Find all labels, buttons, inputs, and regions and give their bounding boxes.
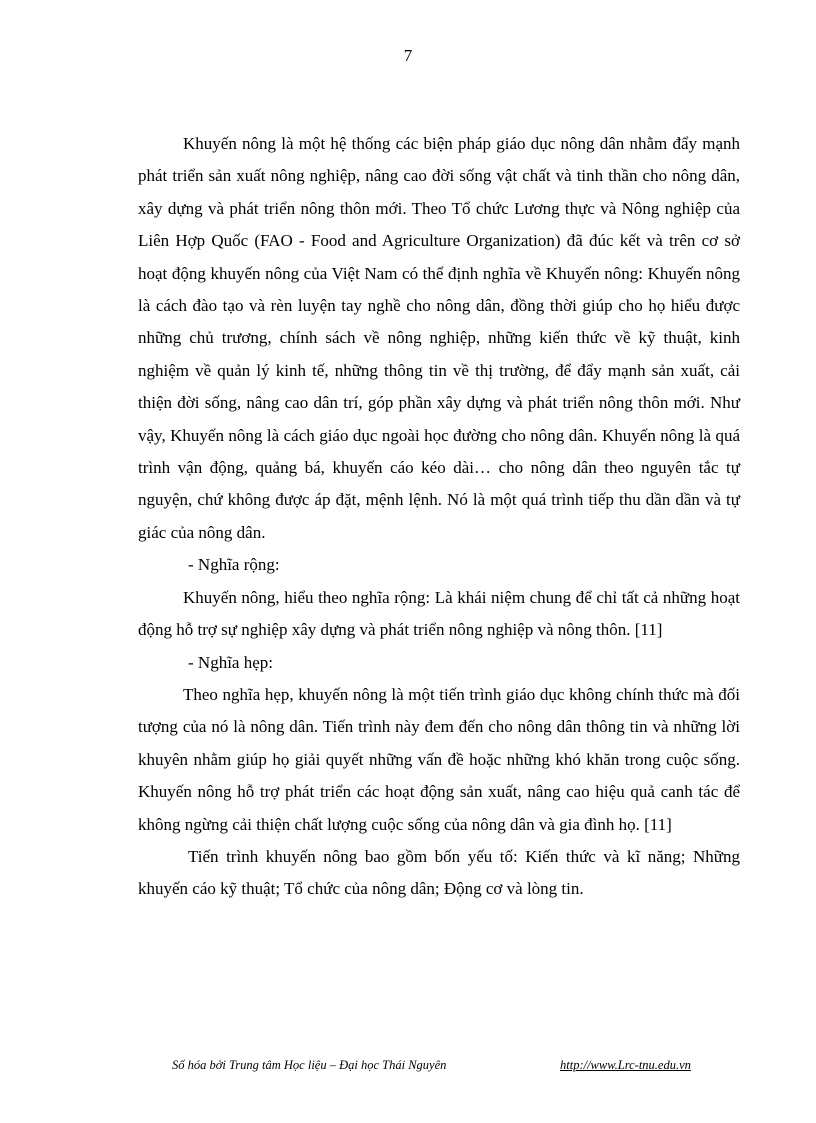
page-number: 7 bbox=[403, 46, 413, 65]
intro-paragraph: Khuyến nông là một hệ thống các biện pháp giáo dục nông dân nhằm đẩy mạnh phát triển sản xuất nông nghiệp, nâng cao đời sống vật chất và tinh thần cho nông dân, xây dựng và phát triển nông thôn mới. Theo Tổ chức Lương thực và Nông nghiệp của Liên Hợp Quốc (FAO - Food and Agriculture Organization) đã đúc kết và trên cơ sở hoạt động khuyến nông của Việt Nam có thể định nghĩa về Khuyến nông: Khuyến nông là cách đào tạo và rèn luyện tay nghề cho nông dân, đồng thời giúp cho họ hiểu được những chủ trương, chính sách về nông nghiệp, những kiến thức về kỹ thuật, kinh nghiệm về quản lý kinh tế, những thông tin về thị trường, để đẩy mạnh sản xuất, cải thiện đời sống, nâng cao dân trí, góp phần xây dựng và phát triển nông thôn mới. Như vậy, Khuyến nông là cách giáo dục ngoài học đường cho nông dân. Khuyến nông là quá trình vận động, quảng bá, khuyến cáo kéo dài… cho nông dân theo nguyên tắc tự nguyện, chứ không được áp đặt, mệnh lệnh. Nó là một quá trình tiếp thu dần dần và tự giác của nông dân. bbox=[138, 134, 740, 542]
footer-link[interactable]: http://www.Lrc-tnu.edu.vn bbox=[560, 1058, 691, 1072]
broad-meaning-paragraph: Khuyến nông, hiểu theo nghĩa rộng: Là khái niệm chung để chỉ tất cả những hoạt động hỗ trợ sự nghiệp xây dựng và phát triển nông nghiệp và nông thôn. [11] bbox=[138, 587, 740, 640]
footer-credit: Số hóa bởi Trung tâm Học liệu – Đại học Thái Nguyên bbox=[172, 1058, 447, 1072]
narrow-meaning-paragraph: Theo nghĩa hẹp, khuyến nông là một tiến trình giáo dục không chính thức mà đối tượng của nó là nông dân. Tiến trình này đem đến cho nông dân thông tin và những lời khuyên nhằm giúp họ giải quyết những vấn đề hoặc những khó khăn trong cuộc sống. Khuyến nông hỗ trợ phát triển các hoạt động sản xuất, nâng cao hiệu quả canh tác để không ngừng cải thiện chất lượng cuộc sống của nông dân và gia đình họ. [11] bbox=[138, 684, 740, 834]
document-body bbox=[138, 128, 740, 906]
process-paragraph: Tiến trình khuyến nông bao gồm bốn yếu tố: Kiến thức và kĩ năng; Những khuyến cáo kỹ thuật; Tổ chức của nông dân; Động cơ và lòng tin. bbox=[138, 846, 740, 899]
narrow-meaning-label: - Nghĩa hẹp: bbox=[188, 652, 273, 672]
broad-meaning-label: - Nghĩa rộng: bbox=[188, 555, 280, 575]
